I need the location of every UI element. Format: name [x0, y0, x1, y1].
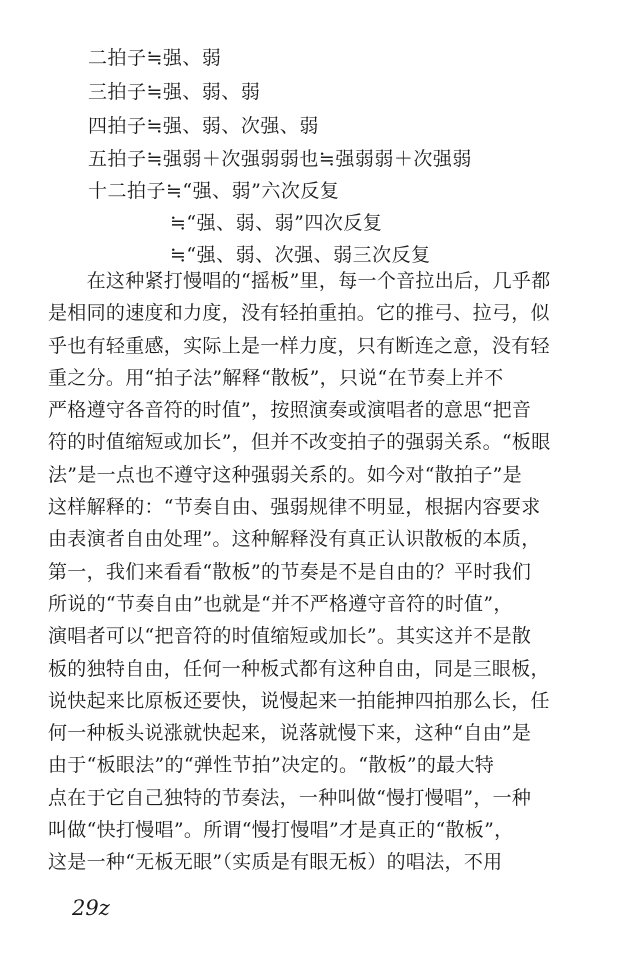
- beat-rule-duple: 二拍子≒强、弱: [88, 47, 222, 69]
- paragraph-line: 重之分。用“拍子法”解释“散板”，只说“在节奏上并不: [48, 366, 504, 389]
- paragraph-line: 所说的“节奏自由”也就是“并不严格遵守音符的时值”，: [48, 592, 513, 615]
- paragraph-line: 这是一种“无板无眼”（实质是有眼无板）的唱法，不用: [48, 851, 503, 874]
- beat-rule-quintuple: 五拍子≒强弱＋次强弱弱也≒强弱弱＋次强弱: [88, 148, 472, 170]
- paragraph-line: 严格遵守各音符的时值”，按照演奏或演唱者的意思“把音: [48, 399, 532, 422]
- beat-rule-twelve-alt-2: ≒“强、弱、次强、弱三次反复: [170, 244, 431, 266]
- body-paragraph: [48, 265, 606, 879]
- paragraph-line: 说快起来比原板还要快，说慢起来一拍能抻四拍那么长，任: [48, 689, 550, 712]
- page-number: 29z: [72, 896, 110, 920]
- beat-rule-triple: 三拍子≒强、弱、弱: [88, 81, 261, 103]
- paragraph-line: 板的独特自由，任何一种板式都有这种自由，同是三眼板，: [48, 657, 550, 680]
- paragraph-line: 由于“板眼法”的“弹性节拍”决定的。“散板”的最大特: [48, 754, 495, 777]
- paragraph-line: 由表演者自由处理”。这种解释没有真正认识散板的本质，: [48, 528, 541, 551]
- paragraph-line: 乎也有轻重感，实际上是一样力度，只有断连之意，没有轻: [48, 334, 550, 357]
- paragraph-line: 第一，我们来看看“散板”的节奏是不是自由的？平时我们: [48, 560, 532, 583]
- paragraph-line: 是相同的速度和力度，没有轻拍重拍。它的推弓、拉弓，似: [48, 302, 550, 325]
- paragraph-line: 这样解释的：“节奏自由、强弱规律不明显，根据内容要求: [48, 496, 541, 519]
- paragraph-line: 点在于它自己独特的节奏法，一种叫做“慢打慢唱”，一种: [48, 786, 532, 809]
- beat-rule-twelve-alt-1: ≒“强、弱、弱”四次反复: [170, 212, 383, 234]
- paragraph-line: 在这种紧打慢唱的“摇板”里，每一个音拉出后，几乎都: [48, 270, 551, 292]
- paragraph-line: 符的时值缩短或加长”，但并不改变拍子的强弱关系。“板眼: [48, 431, 551, 454]
- beat-rule-twelve: 十二拍子≒“强、弱”六次反复: [88, 180, 340, 202]
- paragraph-line: 叫做“快打慢唱”。所谓“慢打慢唱”才是真正的“散板”，: [48, 819, 514, 842]
- paragraph-line: 何一种板头说涨就快起来，说落就慢下来，这种“自由”是: [48, 722, 532, 745]
- paragraph-line: 法”是一点也不遵守这种强弱关系的。如今对“散拍子”是: [48, 463, 522, 486]
- paragraph-line: 演唱者可以“把音符的时值缩短或加长”。其实这并不是散: [48, 625, 532, 648]
- beat-rule-quadruple: 四拍子≒强、弱、次强、弱: [88, 115, 319, 137]
